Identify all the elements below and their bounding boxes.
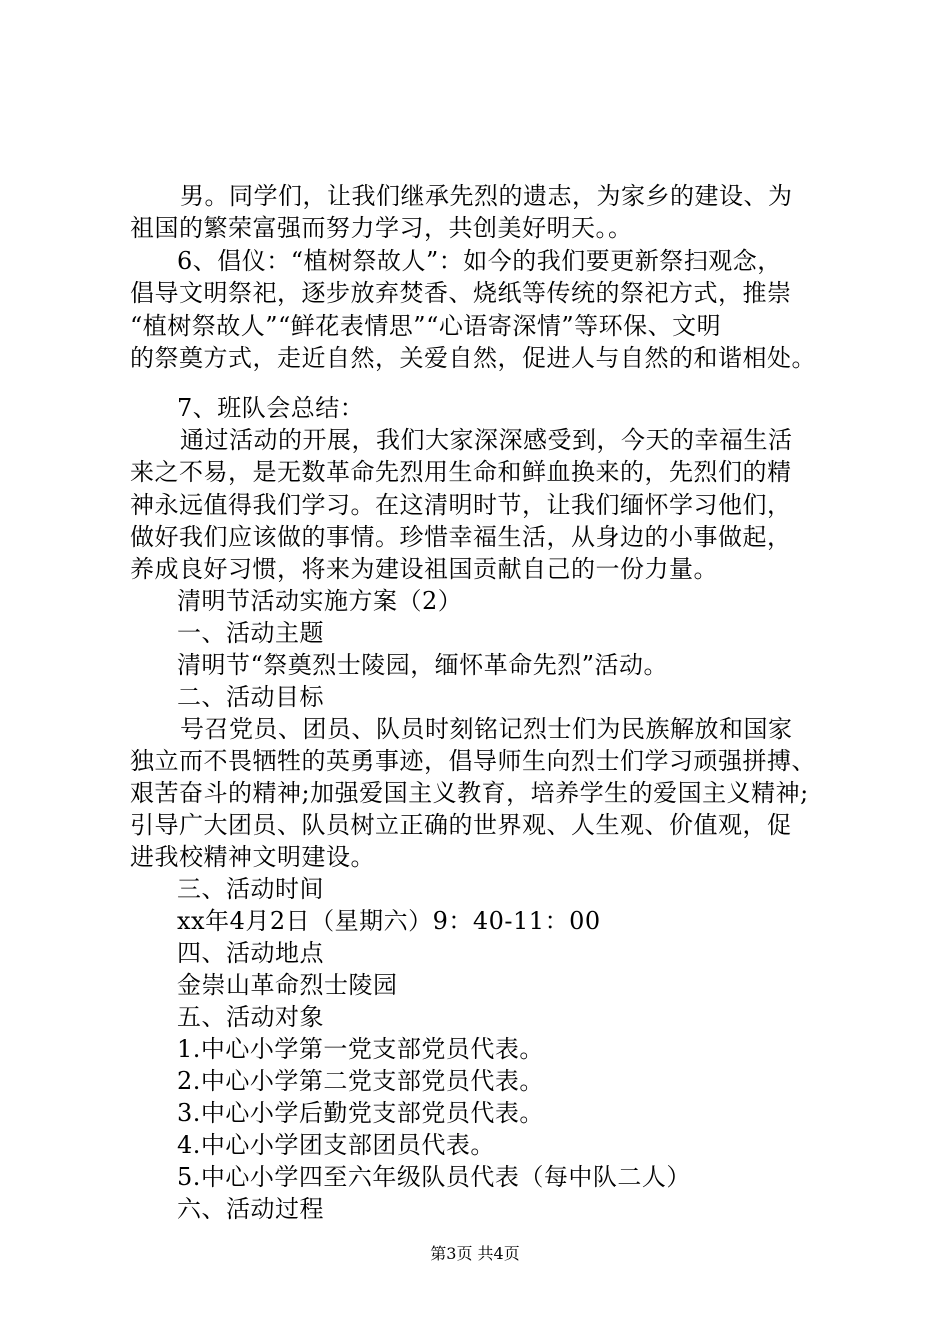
paragraph-line: “植树祭故人”“鲜花表情思”“心语寄深情”等环保、文明: [130, 312, 722, 340]
paragraph-line: 祖国的繁荣富强而努力学习，共创美好明天。。: [130, 214, 633, 242]
paragraph-line: 引导广大团员、队员树立正确的世界观、人生观、价值观，促: [130, 811, 792, 839]
section-heading: 五、活动对象: [177, 1003, 324, 1031]
paragraph-line: 养成良好习惯，将来为建设祖国贡献自己的一份力量。: [130, 555, 718, 583]
paragraph-line: 做好我们应该做的事情。珍惜幸福生活，从身边的小事做起，: [130, 523, 792, 551]
paragraph-line: 6、倡仪：“植树祭故人”：如今的我们要更新祭扫观念，: [177, 247, 782, 275]
section-heading: 一、活动主题: [177, 619, 324, 647]
section-heading: 7、班队会总结：: [177, 394, 365, 422]
paragraph-line: 来之不易，是无数革命先烈用生命和鲜血换来的，先烈们的精: [130, 458, 792, 486]
paragraph-line: 艰苦奋斗的精神;加强爱国主义教育，培养学生的爱国主义精神;: [130, 779, 809, 807]
paragraph-line: 独立而不畏牺牲的英勇事迹，倡导师生向烈士们学习顽强拼搏、: [130, 747, 816, 775]
paragraph-line: 的祭奠方式，走近自然，关爱自然，促进人与自然的和谐相处。: [130, 344, 816, 372]
list-item: 3.中心小学后勤党支部党员代表。: [177, 1099, 544, 1127]
paragraph-line: 清明节“祭奠烈士陵园，缅怀革命先烈”活动。: [177, 651, 669, 679]
section-heading: 六、活动过程: [177, 1195, 324, 1223]
list-item: 1.中心小学第一党支部党员代表。: [177, 1035, 544, 1063]
list-item: 2.中心小学第二党支部党员代表。: [177, 1067, 544, 1095]
list-item: 5.中心小学四至六年级队员代表（每中队二人）: [177, 1163, 691, 1191]
document-subtitle: 清明节活动实施方案（2）: [177, 587, 463, 615]
section-heading: 四、活动地点: [177, 939, 324, 967]
paragraph-line: 男。同学们，让我们继承先烈的遗志，为家乡的建设、为: [180, 182, 793, 210]
paragraph-line: 号召党员、团员、队员时刻铭记烈士们为民族解放和国家: [180, 715, 793, 743]
paragraph-line: xx年4月2日（星期六）9：40-11：00: [177, 907, 601, 935]
paragraph-line: 倡导文明祭祀，逐步放弃焚香、烧纸等传统的祭祀方式，推崇: [130, 279, 792, 307]
paragraph-line: 进我校精神文明建设。: [130, 843, 375, 871]
section-heading: 三、活动时间: [177, 875, 324, 903]
page-footer: 第3页 共4页: [430, 1244, 520, 1263]
paragraph-line: 金崇山革命烈士陵园: [177, 971, 398, 999]
list-item: 4.中心小学团支部团员代表。: [177, 1131, 495, 1159]
paragraph-line: 通过活动的开展，我们大家深深感受到，今天的幸福生活: [180, 426, 793, 454]
paragraph-line: 神永远值得我们学习。在这清明时节，让我们缅怀学习他们，: [130, 491, 792, 519]
section-heading: 二、活动目标: [177, 683, 324, 711]
